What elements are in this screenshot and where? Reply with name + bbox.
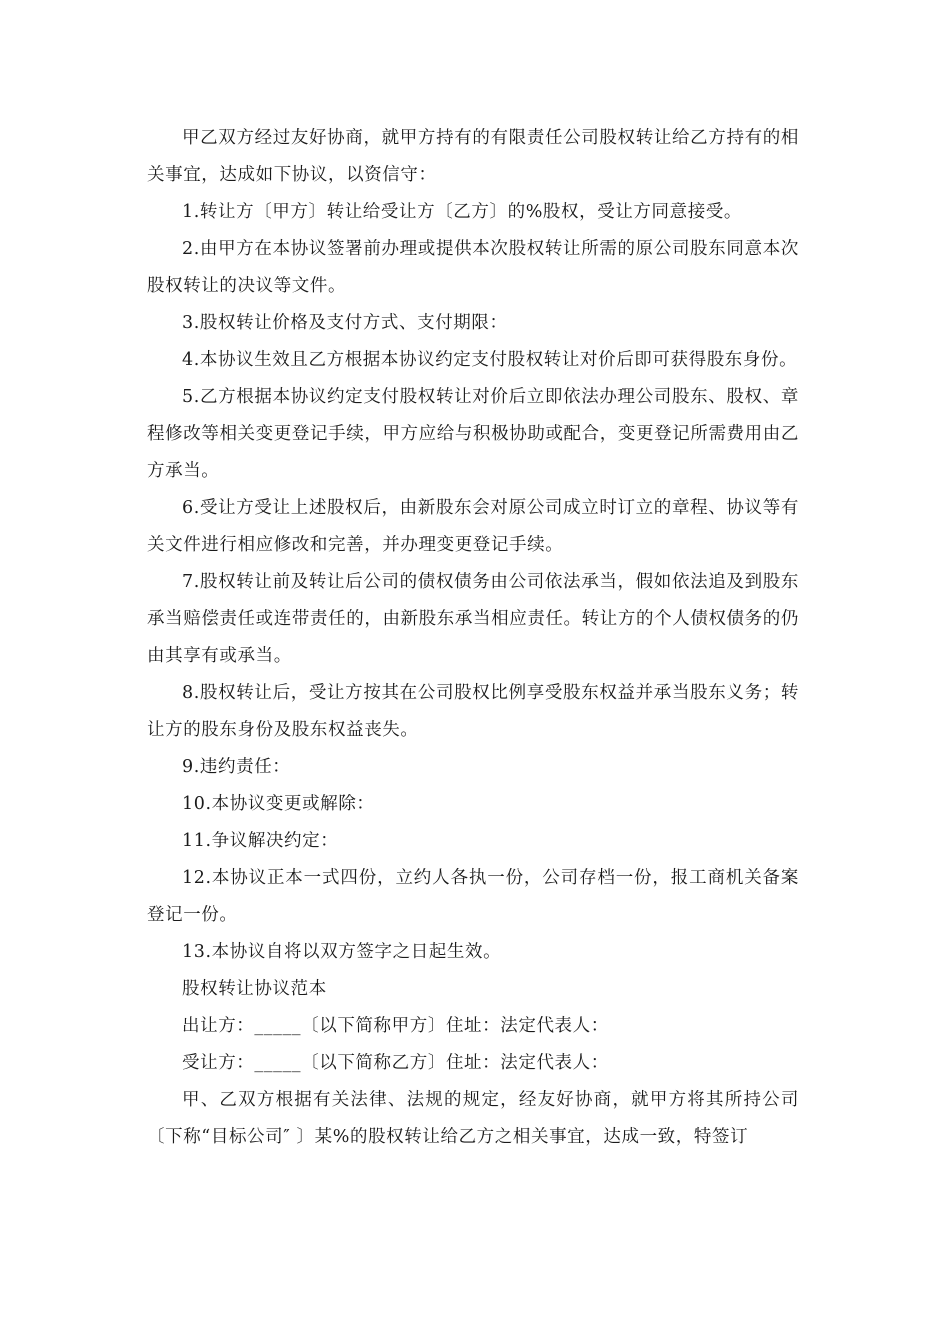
intro-paragraph: 甲乙双方经过友好协商，就甲方持有的有限责任公司股权转让给乙方持有的相关事宜，达成如下协议，以资信守： xyxy=(147,128,799,185)
clause-6: 6.受让方受让上述股权后，由新股东会对原公司成立时订立的章程、协议等有关文件进行相应修改和完善，并办理变更登记手续。 xyxy=(147,498,799,555)
section-title: 股权转让协议范本 xyxy=(182,979,327,999)
document-body xyxy=(147,120,799,1156)
clause-11: 11.争议解决约定： xyxy=(182,831,339,851)
preamble-paragraph: 甲、乙双方根据有关法律、法规的规定，经友好协商，就甲方将其所持公司〔下称“目标公司″ 〕某%的股权转让给乙方之相关事宜，达成一致，特签订 xyxy=(147,1090,799,1147)
clause-8: 8.股权转让后，受让方按其在公司股权比例享受股东权益并承当股东义务；转让方的股东身份及股东权益丧失。 xyxy=(147,683,799,740)
clause-7: 7.股权转让前及转让后公司的债权债务由公司依法承当，假如依法追及到股东承当赔偿责任或连带责任的，由新股东承当相应责任。转让方的个人债权债务的仍由其享有或承当。 xyxy=(147,572,799,666)
clause-12: 12.本协议正本一式四份，立约人各执一份，公司存档一份，报工商机关备案登记一份。 xyxy=(147,868,799,925)
clause-4: 4.本协议生效且乙方根据本协议约定支付股权转让对价后即可获得股东身份。 xyxy=(182,350,798,370)
transferee-line: 受让方：_____〔以下简称乙方〕住址：法定代表人： xyxy=(182,1053,609,1073)
clause-13: 13.本协议自将以双方签字之日起生效。 xyxy=(182,942,502,962)
clause-9: 9.违约责任： xyxy=(182,757,291,777)
transferor-line: 出让方：_____〔以下简称甲方〕住址：法定代表人： xyxy=(182,1016,609,1036)
clause-2: 2.由甲方在本协议签署前办理或提供本次股权转让所需的原公司股东同意本次股权转让的决议等文件。 xyxy=(147,239,799,296)
clause-5: 5.乙方根据本协议约定支付股权转让对价后立即依法办理公司股东、股权、章程修改等相关变更登记手续，甲方应给与积极协助或配合，变更登记所需费用由乙方承当。 xyxy=(147,387,799,481)
clause-10: 10.本协议变更或解除： xyxy=(182,794,375,814)
clause-1: 1.转让方〔甲方〕转让给受让方〔乙方〕的%股权，受让方同意接受。 xyxy=(182,202,743,222)
clause-3: 3.股权转让价格及支付方式、支付期限： xyxy=(182,313,508,333)
